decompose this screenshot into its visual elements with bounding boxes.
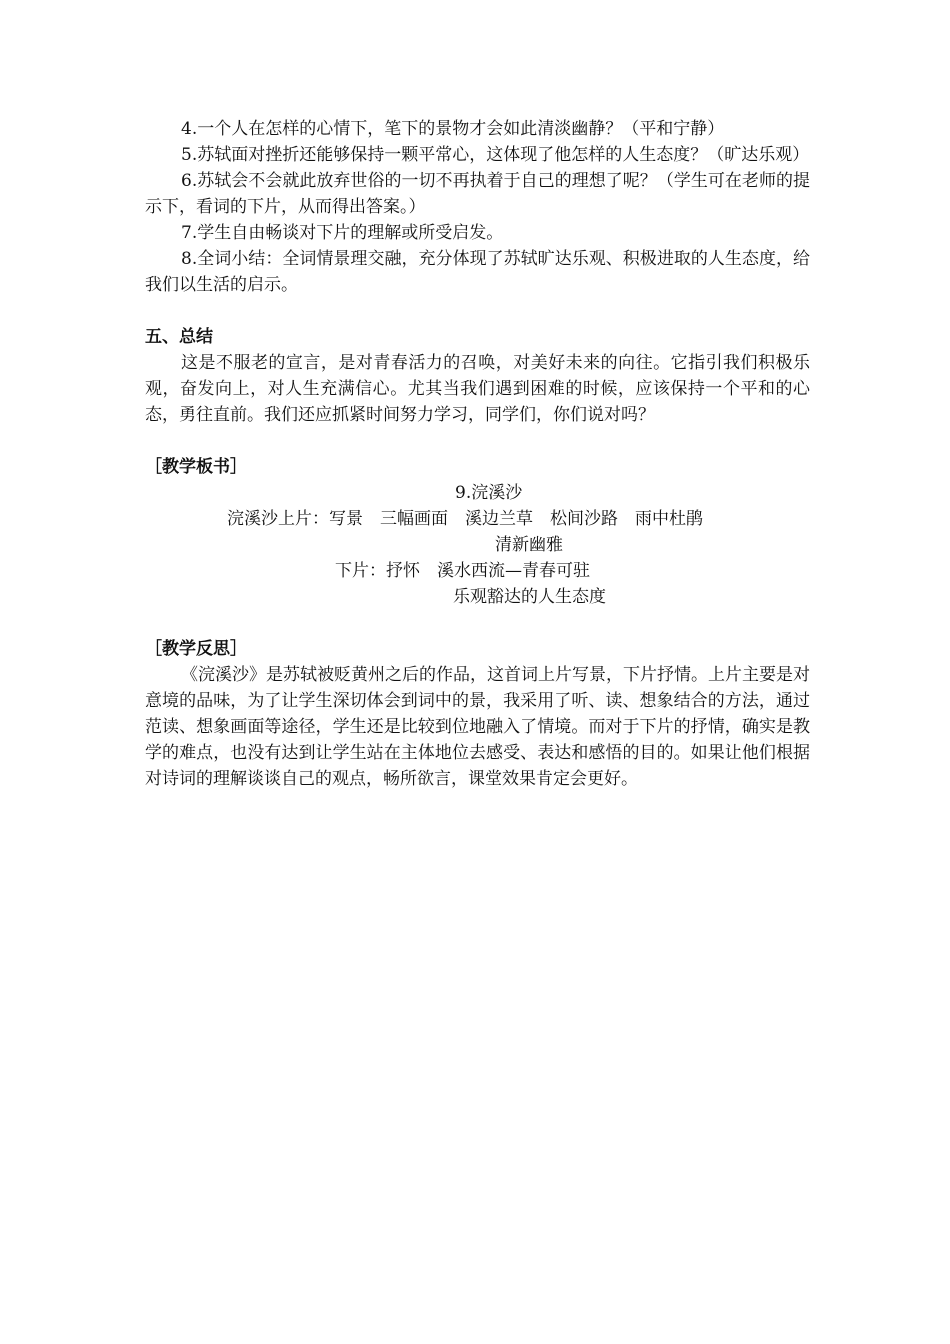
spacer xyxy=(145,610,810,636)
question-4: 4.一个人在怎样的心情下，笔下的景物才会如此清淡幽静？（平和宁静） xyxy=(181,119,725,139)
question-8: 8.全词小结：全词情景理交融，充分体现了苏轼旷达乐观、积极进取的人生态度，给我们以生活的启示。 xyxy=(145,249,810,295)
question-6: 6.苏轼会不会就此放弃世俗的一切不再执着于自己的理想了呢？（学生可在老师的提示下，看词的下片，从而得出答案。） xyxy=(145,171,810,217)
spacer xyxy=(145,428,810,454)
summary-text: 这是不服老的宣言，是对青春活力的召唤，对美好未来的向往。它指引我们积极乐观，奋发向上，对人生充满信心。尤其当我们遇到困难的时候，应该保持一个平和的心态，勇往直前。我们还应抓紧时间努力学习，同学们，你们说对吗？ xyxy=(145,353,810,425)
reflection-text: 《浣溪沙》是苏轼被贬黄州之后的作品，这首词上片写景，下片抒情。上片主要是对意境的品味，为了让学生深切体会到词中的景，我采用了听、读、想象结合的方法，通过范读、想象画面等途径，学生还是比较到位地融入了情境。而对于下片的抒情，确实是教学的难点，也没有达到让学生站在主体地位去感受、表达和感悟的目的。如果让他们根据对诗词的理解谈谈自己的观点，畅所欲言，课堂效果肯定会更好。 xyxy=(145,665,810,789)
question-7: 7.学生自由畅谈对下片的理解或所受启发。 xyxy=(181,223,504,243)
board-title: 9.浣溪沙 xyxy=(455,483,523,503)
summary-heading: 五、总结 xyxy=(145,327,213,347)
board-heading: ［教学板书］ xyxy=(145,457,247,477)
board-line-lower-attitude: 乐观豁达的人生态度 xyxy=(453,587,606,607)
board-line-lower: 下片：抒怀 溪水西流—青春可驻 xyxy=(335,561,590,581)
spacer xyxy=(145,298,810,324)
page-content xyxy=(145,116,810,792)
board-line-upper: 浣溪沙上片：写景 三幅画面 溪边兰草 松间沙路 雨中杜鹃 xyxy=(227,509,703,529)
reflection-heading: ［教学反思］ xyxy=(145,639,247,659)
board-content xyxy=(145,480,810,610)
board-line-upper-mood: 清新幽雅 xyxy=(495,535,563,555)
question-5: 5.苏轼面对挫折还能够保持一颗平常心，这体现了他怎样的人生态度？（旷达乐观） xyxy=(181,145,810,165)
